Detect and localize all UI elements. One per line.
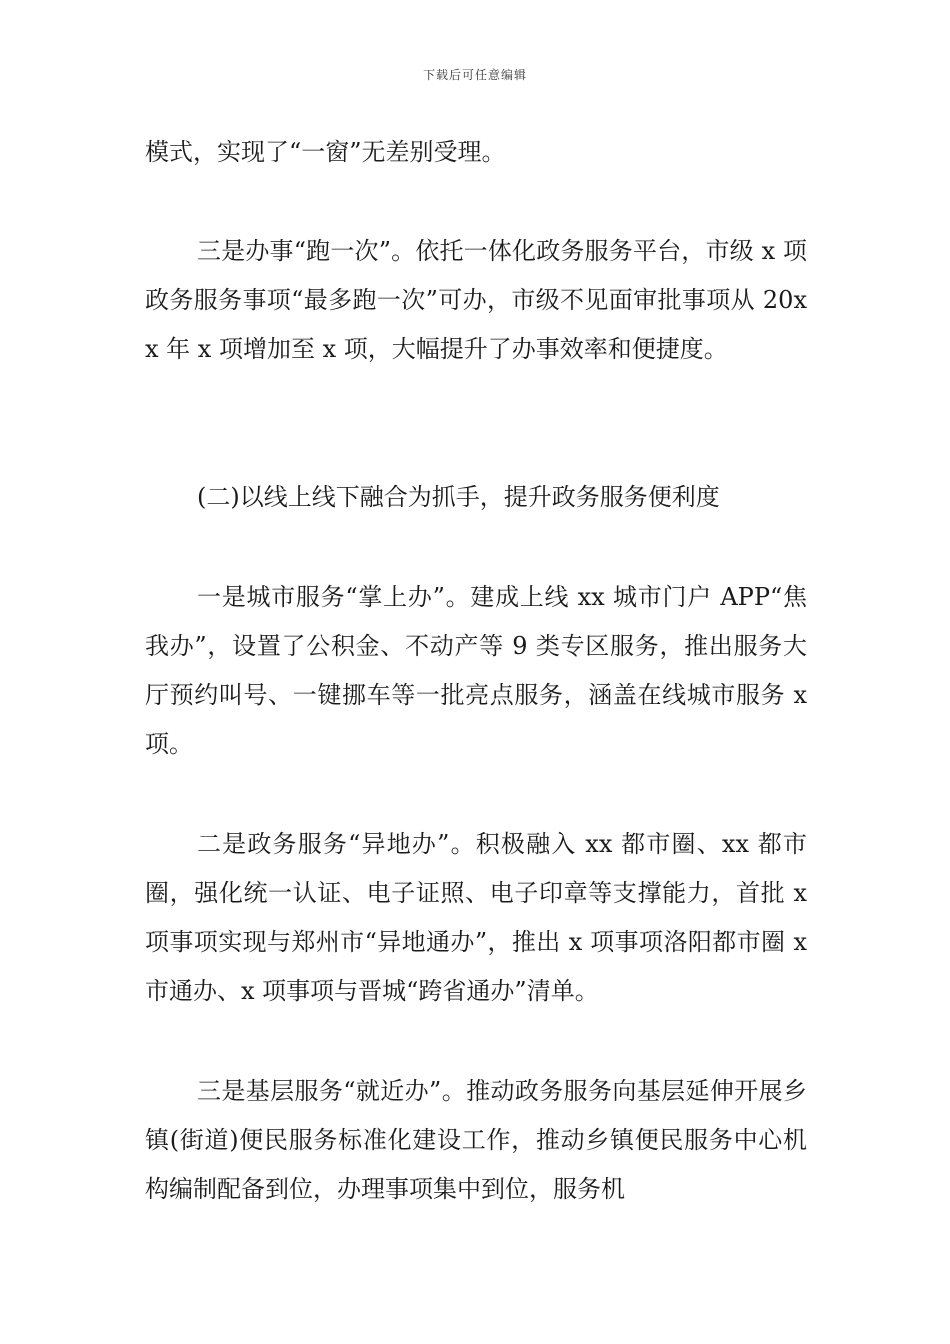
paragraph-mobile-service: 一是城市服务“掌上办”。建成上线 xx 城市门户 APP“焦我办”，设置了公积金、不动产等 9 类专区服务，推出服务大厅预约叫号、一键挪车等一批亮点服务，涵盖在线城市服务 x 项。 [145,583,807,758]
paragraph-window-acceptance: 模式，实现了“一窗”无差别受理。 [145,138,506,166]
paragraph-remote-service: 二是政务服务“异地办”。积极融入 xx 都市圈、xx 都市圈，强化统一认证、电子证照、电子印章等支撑能力，首批 x 项事项实现与郑州市“异地通办”，推出 x 项事项洛阳都市圈 x 市通办、x 项事项与晋城“跨省通办”清单。 [145,830,807,1005]
paragraph-grassroots-service: 三是基层服务“就近办”。推动政务服务向基层延伸开展乡镇(街道)便民服务标准化建设工作，推动乡镇便民服务中心机构编制配备到位，办理事项集中到位，服务机 [145,1077,807,1203]
paragraph-run-once: 三是办事“跑一次”。依托一体化政务服务平台，市级 x 项政务服务事项“最多跑一次”可办，市级不见面审批事项从 20xx 年 x 项增加至 x 项，大幅提升了办事效率和便捷度。 [145,237,807,363]
section-heading-online-offline: (二)以线上线下融合为抓手，提升政务服务便利度 [197,483,720,511]
page-header-note: 下载后可任意编辑 [422,68,527,82]
